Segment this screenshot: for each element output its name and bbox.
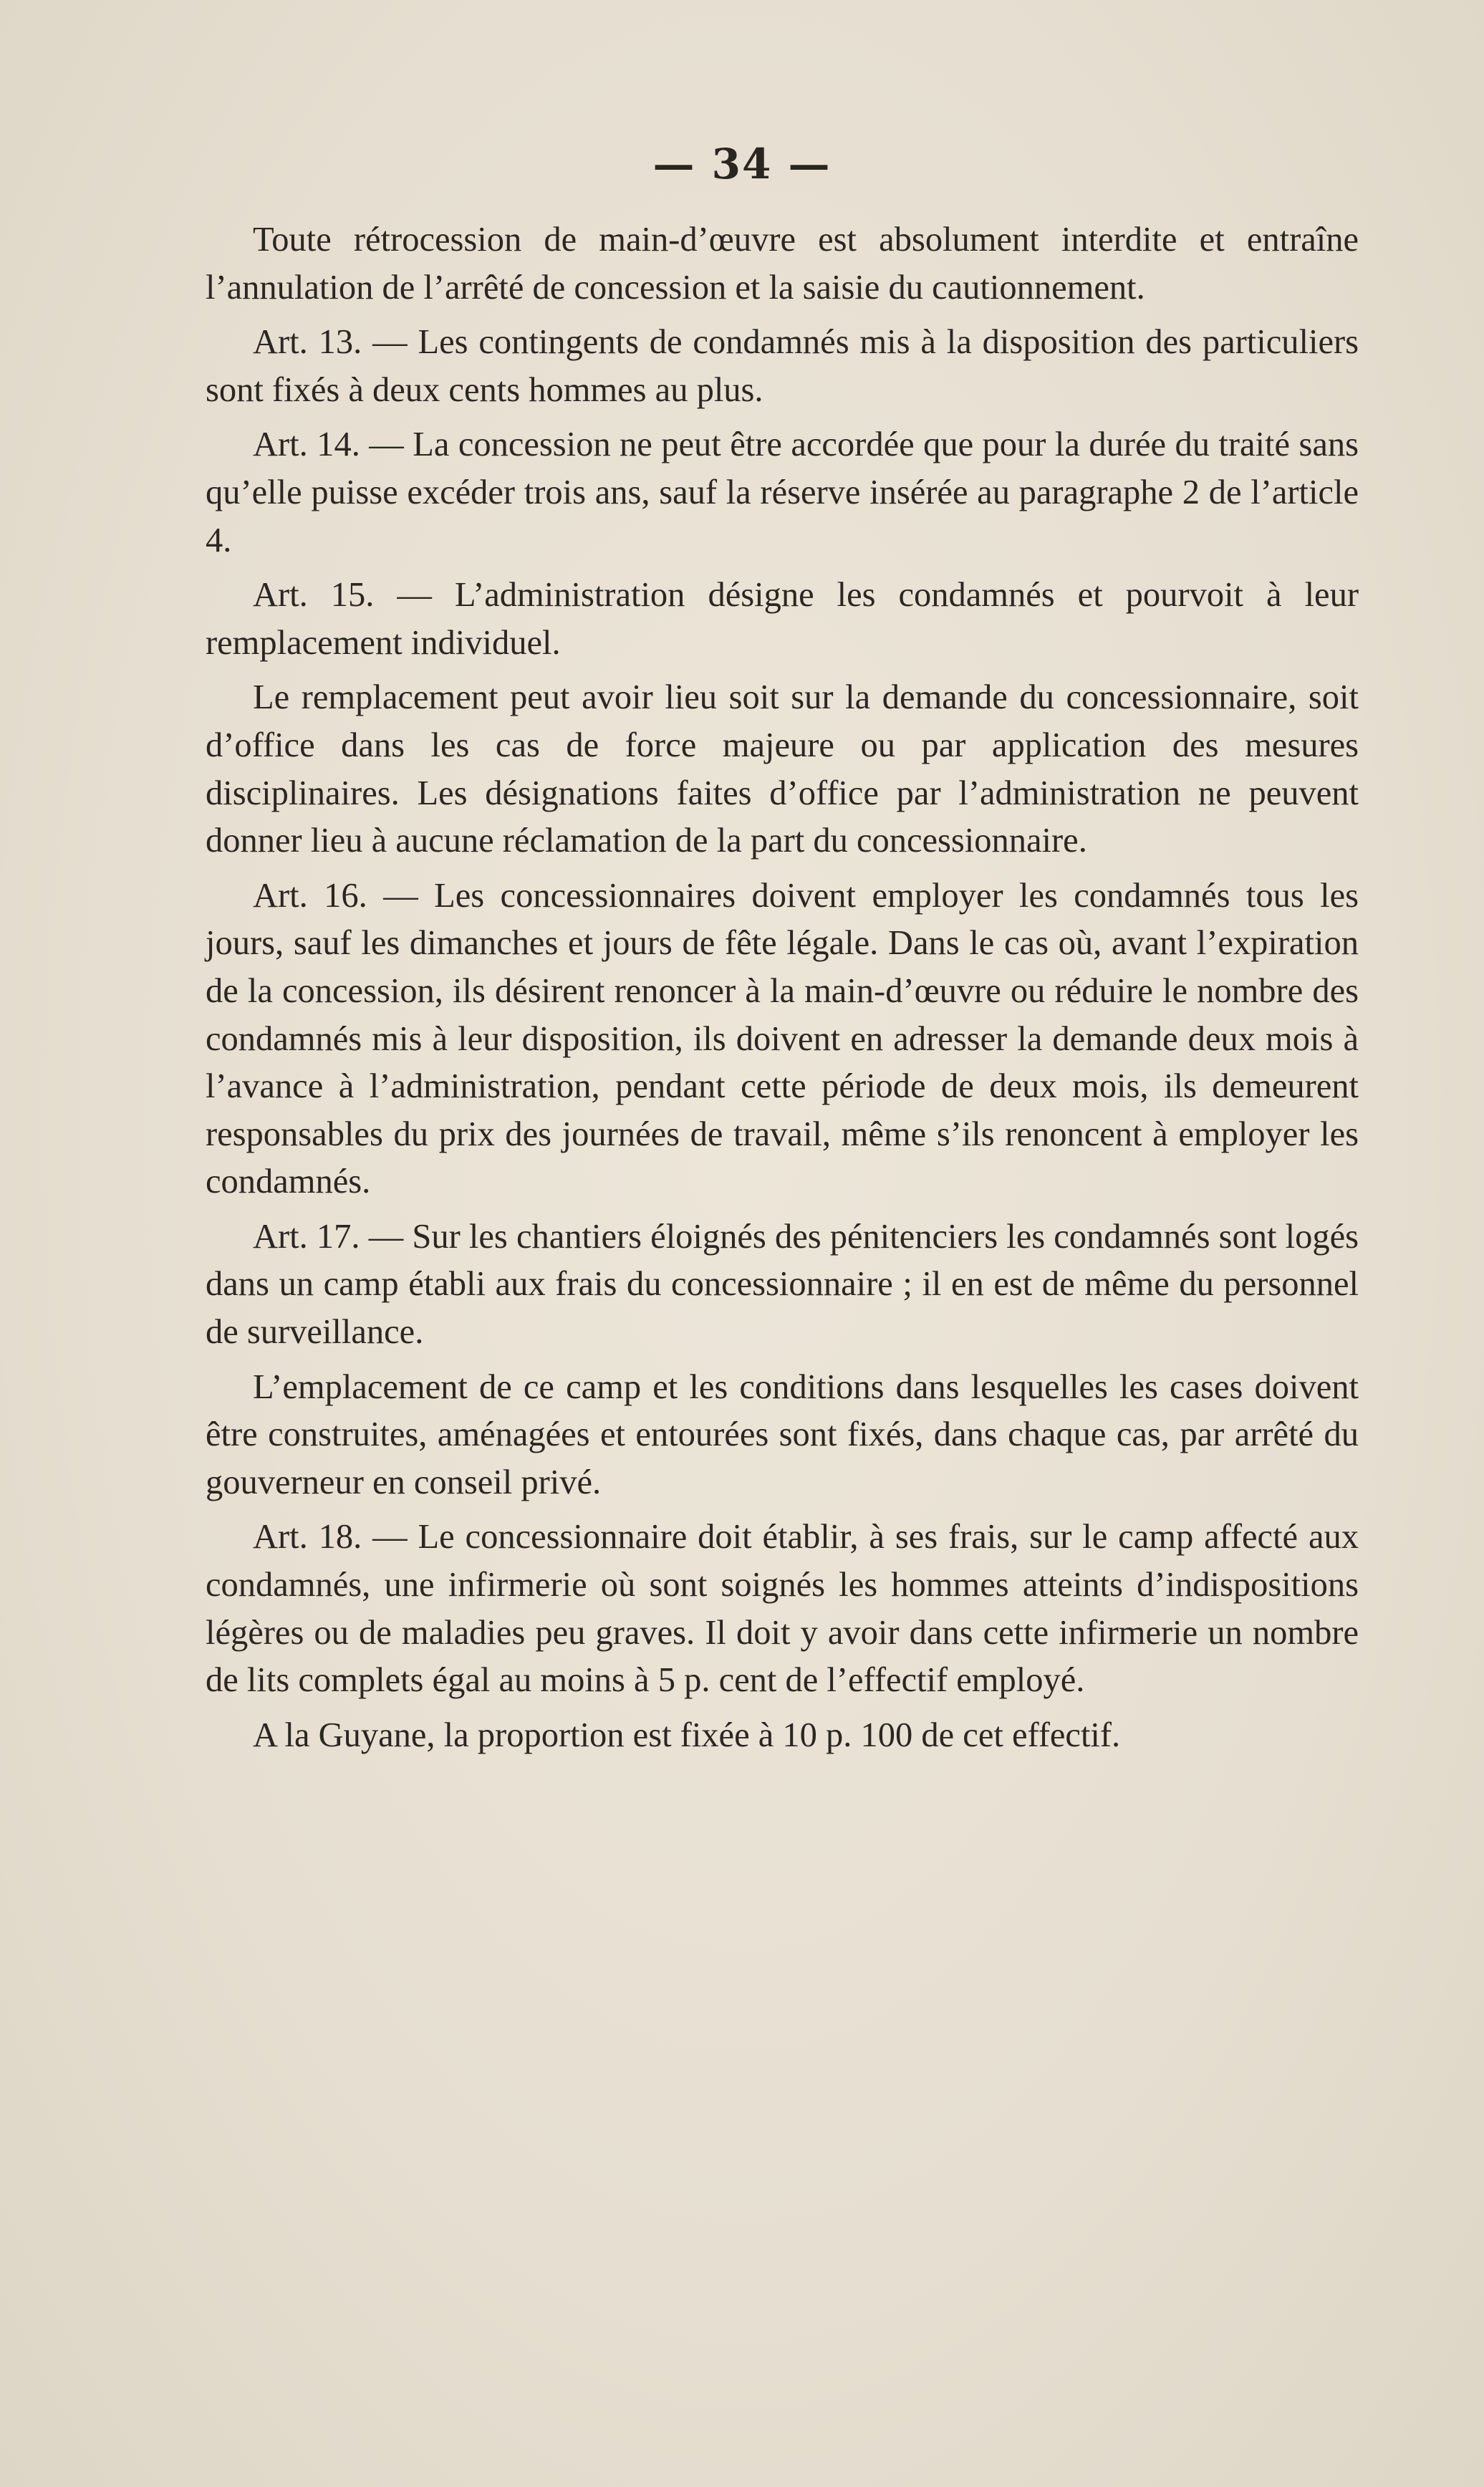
paragraph-article-16: Art. 16. — Les concessionnaires doivent employer les condamnés tous les jours, sauf les dimanches et jours de fête légale. Dans le cas où, avant l’expiration de la concession, ils désirent renoncer à la main-d’œuvre ou réduire le nombre des condamnés mis à leur disposition, ils doivent en adresser la demande deux mois à l’avance à l’administration, pendant cette période de deux mois, ils demeurent responsables du prix des journées de travail, même s’ils renoncent à employer les condamnés. [206,876,1359,1201]
paragraph-article-13: Art. 13. — Les contingents de condamnés mis à la disposition des particuliers sont fixés à deux cents hommes au plus. [206,323,1359,409]
paragraph-article-14: Art. 14. — La concession ne peut être accordée que pour la durée du traité sans qu’elle puisse excéder trois ans, sauf la réserve insérée au paragraphe 2 de l’article 4. [206,425,1359,559]
paragraph-article-17: Art. 17. — Sur les chantiers éloignés des pénitenciers les condamnés sont logés dans un camp établi aux frais du concessionnaire ; il en est de même du personnel de surveillance. [206,1217,1359,1352]
paragraph-article-15: Art. 15. — L’administration désigne les condamnés et pourvoit à leur remplacement individuel. [206,576,1359,662]
page-number: — 34 — [652,140,832,188]
paragraph-article-18: Art. 18. — Le concessionnaire doit établir, à ses frais, sur le camp affecté aux condamnés, une infirmerie où sont soignés les hommes atteints d’indispositions légères ou de maladies peu graves. Il doit y avoir dans cette infirmerie un nombre de lits complets égal au moins à 5 p. cent de l’effectif employé. [206,1518,1359,1700]
body-text [206,216,1359,1759]
paragraph-emplacement: L’emplacement de ce camp et les conditions dans lesquelles les cases doivent être construites, aménagées et entourées sont fixés, dans chaque cas, par arrêté du gouverneur en conseil privé. [206,1367,1359,1501]
paragraph-remplacement: Le remplacement peut avoir lieu soit sur la demande du concessionnaire, soit d’office dans les cas de force majeure ou par application des mesures disciplinaires. Les désignations faites d’office par l’administration ne peuvent donner lieu à aucune réclamation de la part du concessionnaire. [206,678,1359,860]
paragraph-guyane: A la Guyane, la proportion est fixée à 10 p. 100 de cet effectif. [253,1716,1121,1754]
paragraph-retrocession: Toute rétrocession de main-d’œuvre est absolument interdite et entraîne l’annulation de l’arrêté de concession et la saisie du cautionnement. [206,221,1359,307]
